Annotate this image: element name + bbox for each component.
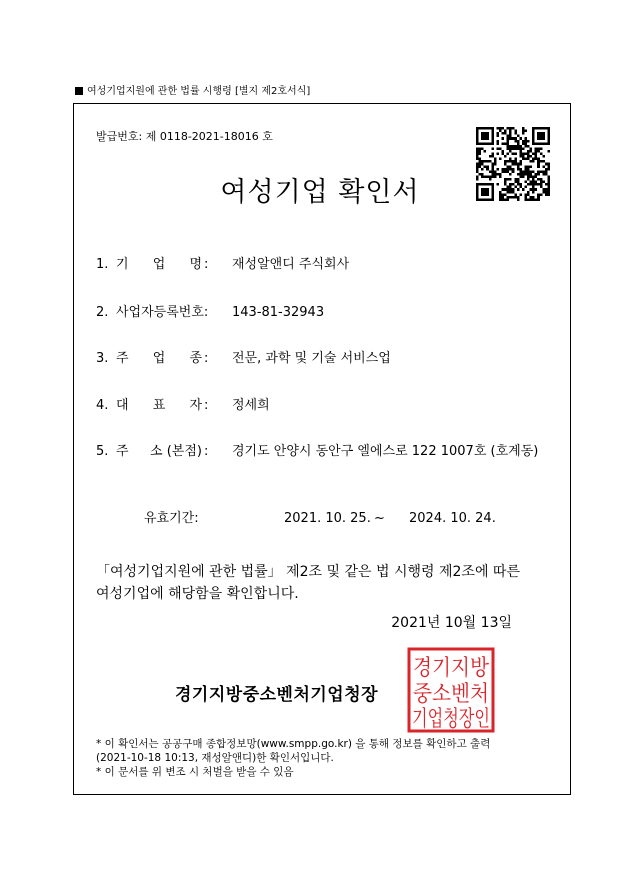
field-number: 1. xyxy=(96,257,109,272)
document-title: 여성기업 확인서 xyxy=(220,177,420,208)
field-label xyxy=(96,443,211,461)
issuer-name: 경기지방중소벤처기업청장 xyxy=(175,685,379,705)
official-seal-icon xyxy=(406,646,496,734)
notes xyxy=(96,737,490,779)
label-char: 주 xyxy=(116,444,129,459)
field-value: 정세희 xyxy=(232,398,270,413)
statement-line-2: 여성기업에 해당함을 확인합니다. xyxy=(96,586,299,602)
seal-line-1: 경기지방 xyxy=(413,656,490,681)
label-char: 표 xyxy=(152,398,166,413)
seal-line-2: 중소벤처 xyxy=(413,682,489,707)
field-number: 4. xyxy=(96,398,109,413)
label-char: 자 xyxy=(189,398,202,413)
validity-start: 2021. 10. 25. xyxy=(284,511,371,526)
label-char: 대 xyxy=(116,398,129,413)
label-char: 업 xyxy=(152,257,166,272)
label-colon: : xyxy=(204,444,209,459)
field-label xyxy=(96,304,211,322)
form-reference-text: 여성기업지원에 관한 법률 시행령 [별지 제2호서식] xyxy=(87,86,311,97)
validity-label: 유효기간: xyxy=(144,511,199,526)
label-colon: : xyxy=(204,398,209,413)
issue-date: 2021년 10월 13일 xyxy=(391,615,512,631)
square-bullet-icon xyxy=(75,87,83,95)
field-label xyxy=(96,397,211,415)
field-number: 5. xyxy=(96,444,109,459)
validity-separator: ~ xyxy=(374,511,385,526)
label-text: 사업자등록번호: xyxy=(116,305,209,320)
field-number: 2. xyxy=(96,305,109,320)
note-line-3: * 이 문서를 위 변조 시 처벌을 받을 수 있음 xyxy=(96,766,294,778)
note-line-1: * 이 확인서는 공공구매 종합정보망(www.smpp.go.kr) 을 통해 정보를 확인하고 출력 xyxy=(96,738,491,750)
statement-line-1: 「여성기업지원에 관한 법률」 제2조 및 같은 법 시행령 제2조에 따른 xyxy=(96,564,520,580)
label-char: 종 xyxy=(189,351,202,366)
field-number: 3. xyxy=(96,351,109,366)
field-label xyxy=(96,350,211,368)
seal-line-3: 기업청장인 xyxy=(412,707,490,732)
label-char: 주 xyxy=(116,351,129,366)
form-reference xyxy=(75,82,310,97)
label-char: 기 xyxy=(116,257,129,272)
label-char: 업 xyxy=(152,351,166,366)
issue-number: 발급번호: 제 0118-2021-18016 호 xyxy=(96,130,273,143)
field-value: 경기도 안양시 동안구 엘에스로 122 1007호 (호계동) xyxy=(232,444,539,459)
label-colon: : xyxy=(204,351,209,366)
label-char: 소 (본점) xyxy=(150,444,202,459)
label-char: 명 xyxy=(189,257,202,272)
note-line-2: (2021-10-18 10:13, 재성알앤디)한 확인서입니다. xyxy=(96,752,334,764)
field-value: 전문, 과학 및 기술 서비스업 xyxy=(232,351,391,366)
field-label xyxy=(96,256,211,274)
label-colon: : xyxy=(204,257,209,272)
field-value: 재성알앤디 주식회사 xyxy=(232,257,350,272)
validity-end: 2024. 10. 24. xyxy=(409,511,496,526)
field-value: 143-81-32943 xyxy=(232,305,325,320)
